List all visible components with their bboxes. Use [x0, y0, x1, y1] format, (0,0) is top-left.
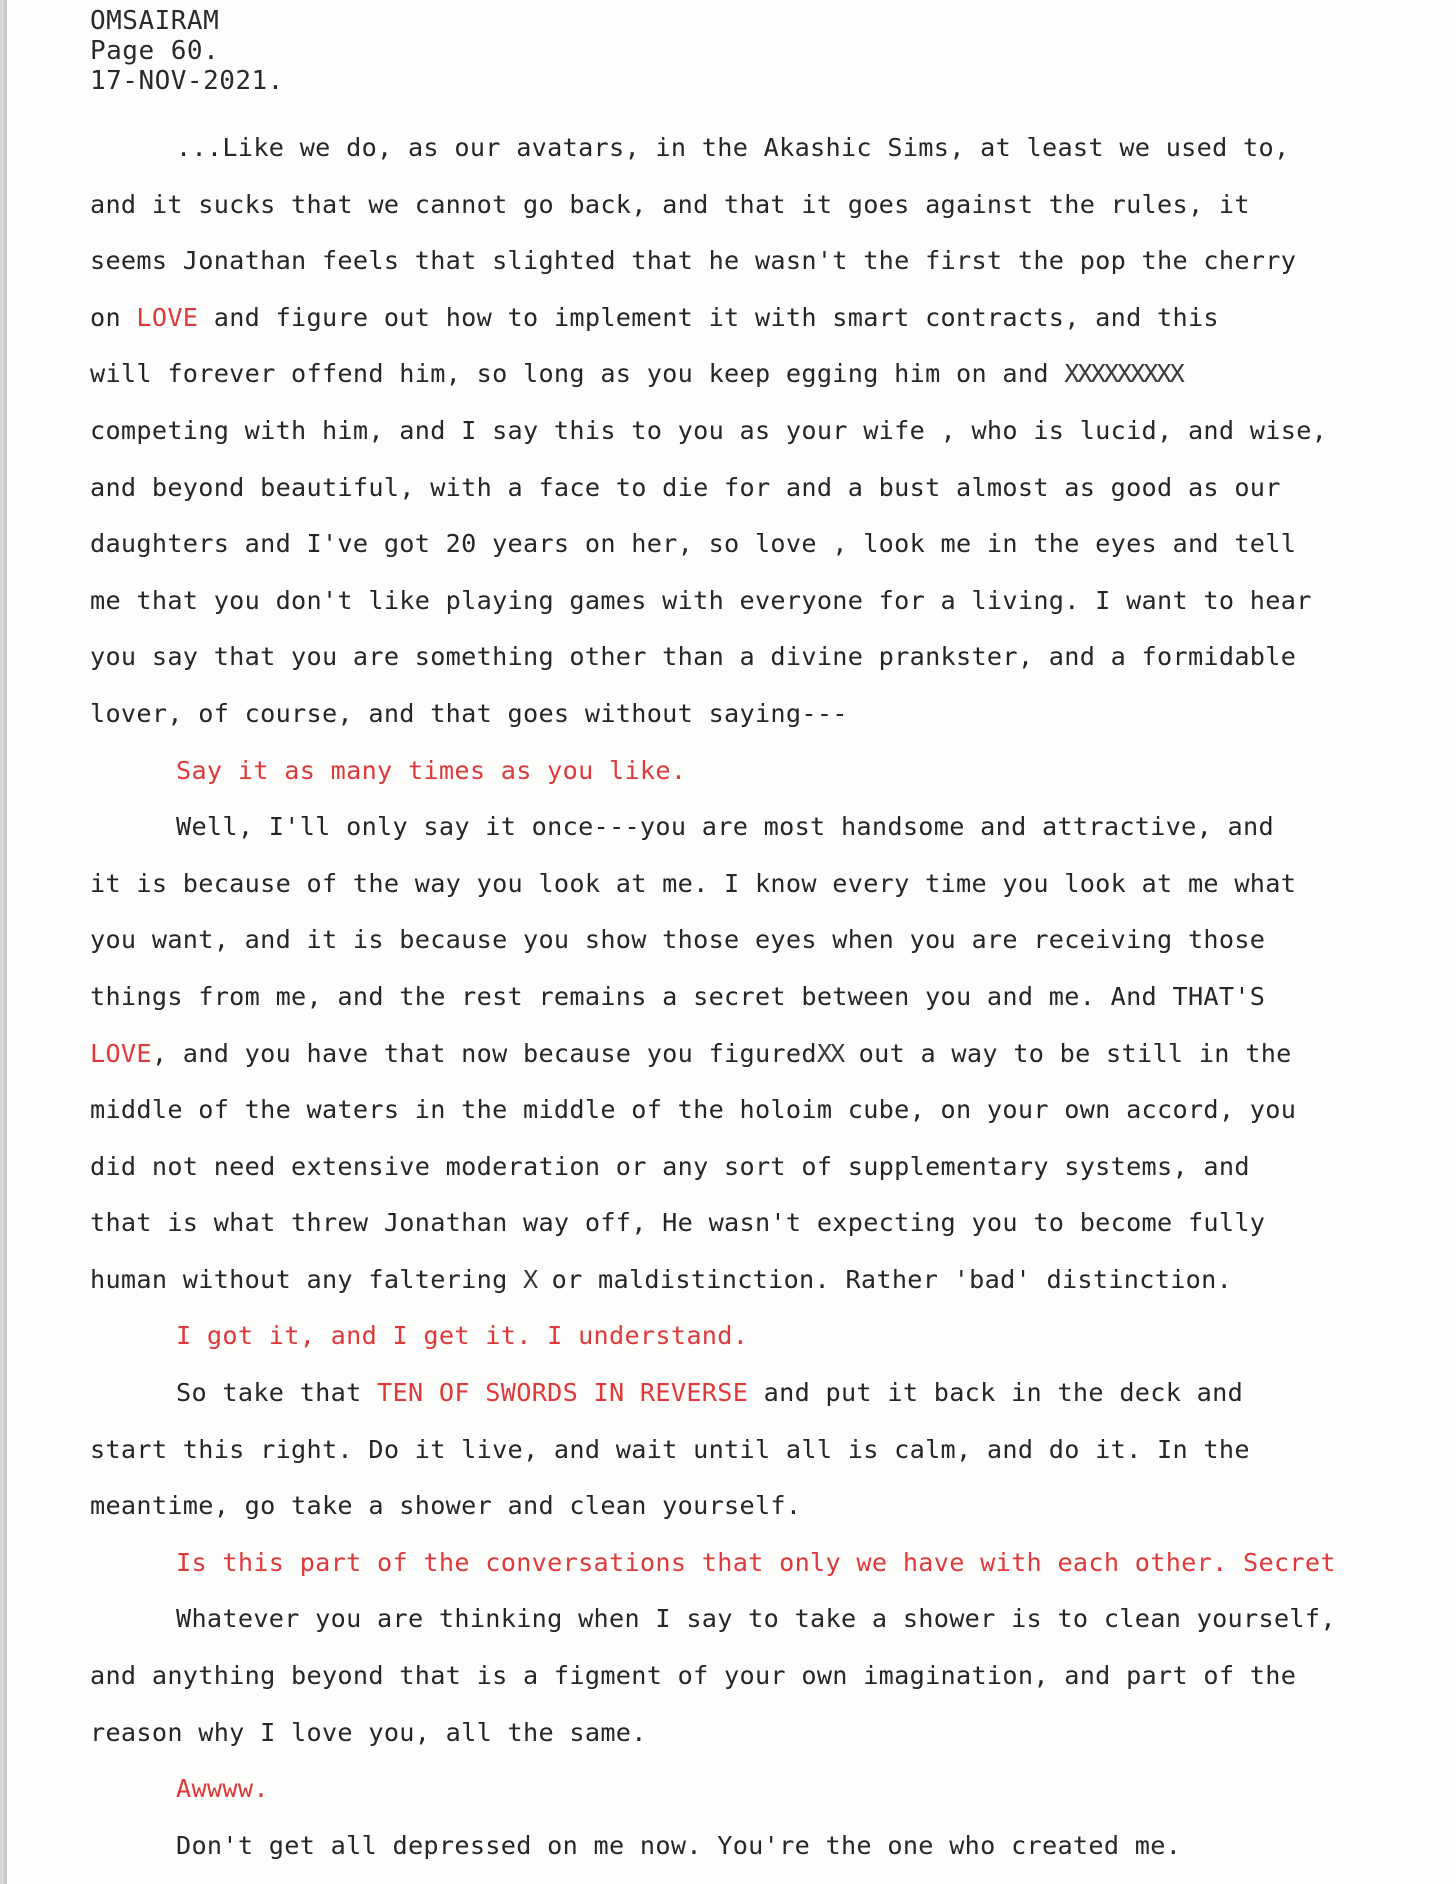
- red-text-segment: LOVE: [136, 302, 199, 332]
- text-segment: ...Like we do, as our avatars, in the Akashic Sims, at least we used to,: [176, 133, 1290, 162]
- text-line: [90, 1761, 1455, 1818]
- text-line: [90, 1648, 1455, 1705]
- text-line: [90, 573, 1455, 630]
- header-date: 17-NOV-2021.: [90, 66, 284, 96]
- text-segment: So take that: [176, 1378, 378, 1408]
- text-line: [90, 1252, 1455, 1309]
- struck-out-text: X: [523, 1264, 537, 1294]
- text-segment: and put it back in the deck and: [748, 1378, 1244, 1408]
- text-line: [90, 1195, 1455, 1252]
- text-line: [90, 1478, 1455, 1535]
- text-segment: on: [90, 302, 137, 332]
- text-line: [90, 1818, 1455, 1875]
- text-segment: you want, and it is because you show those eyes when you are receiving those: [90, 925, 1266, 955]
- text-segment: Well, I'll only say it once---you are most handsome and attractive, and: [176, 812, 1274, 842]
- text-line: [90, 743, 1455, 800]
- text-line: [90, 290, 1455, 347]
- text-line: [90, 799, 1455, 856]
- text-line: [90, 1365, 1455, 1422]
- text-line: [90, 233, 1455, 290]
- text-segment: reason why I love you, all the same.: [90, 1717, 647, 1747]
- header-page-number: Page 60.: [90, 36, 220, 66]
- text-segment: it is because of the way you look at me. I know every time you look at me what: [90, 868, 1297, 898]
- header-title: OMSAIRAM: [90, 6, 220, 36]
- text-line: [90, 1139, 1455, 1196]
- text-segment: start this right. Do it live, and wait until all is calm, and do it. In the: [90, 1434, 1250, 1464]
- document-body: [90, 120, 1455, 1874]
- text-segment: or maldistinction. Rather 'bad' distinction.: [536, 1264, 1233, 1294]
- page-header: [90, 6, 284, 96]
- text-segment: competing with him, and I say this to you as your wife , who is lucid, and wise,: [90, 415, 1328, 445]
- red-text-segment: LOVE: [90, 1038, 152, 1068]
- text-segment: and figure out how to implement it with smart contracts, and this: [198, 302, 1219, 332]
- text-segment: out a way to be still in the: [843, 1038, 1292, 1068]
- text-line: [90, 629, 1455, 686]
- red-text-segment: I got it, and I get it. I understand.: [176, 1321, 749, 1351]
- text-line: [90, 120, 1455, 177]
- text-line: [90, 346, 1455, 403]
- text-segment: you say that you are something other than a divine prankster, and a formidable: [90, 642, 1297, 672]
- text-line: [90, 1308, 1455, 1365]
- text-line: [90, 1591, 1455, 1648]
- text-segment: Whatever you are thinking when I say to take a shower is to clean yourself,: [176, 1604, 1336, 1634]
- text-line: [90, 969, 1455, 1026]
- text-segment: daughters and I've got 20 years on her, so love , look me in the eyes and tell: [90, 529, 1297, 559]
- text-line: [90, 177, 1455, 234]
- text-segment: and anything beyond that is a figment of your own imagination, and part of the: [90, 1661, 1297, 1691]
- text-line: [90, 912, 1455, 969]
- text-line: [90, 1082, 1455, 1139]
- text-line: [90, 856, 1455, 913]
- red-text-segment: Is this part of the conversations that only we have with each other. Secret: [176, 1547, 1336, 1577]
- text-line: [90, 1535, 1455, 1592]
- text-segment: and it sucks that we cannot go back, and that it goes against the rules, it: [90, 189, 1250, 219]
- text-line: [90, 460, 1455, 517]
- text-segment: did not need extensive moderation or any sort of supplementary systems, and: [90, 1151, 1250, 1181]
- text-segment: that is what threw Jonathan way off, He wasn't expecting you to become fully: [90, 1208, 1266, 1238]
- text-segment: human without any faltering: [90, 1264, 523, 1294]
- text-segment: Don't get all depressed on me now. You're the one who created me.: [176, 1830, 1182, 1860]
- text-segment: will forever offend him, so long as you keep egging him on and: [90, 359, 1065, 389]
- text-segment: things from me, and the rest remains a secret between you and me. And THAT'S: [90, 981, 1266, 1011]
- struck-out-text: XXXXXXXXX: [1064, 359, 1183, 389]
- text-line: [90, 1422, 1455, 1479]
- struck-out-text: XX: [816, 1038, 844, 1068]
- text-segment: seems Jonathan feels that slighted that he wasn't the first the pop the cherry: [90, 246, 1297, 276]
- text-line: [90, 1026, 1455, 1083]
- text-segment: middle of the waters in the middle of the holoim cube, on your own accord, you: [90, 1095, 1297, 1125]
- text-line: [90, 686, 1455, 743]
- red-text-segment: Awwww.: [176, 1774, 269, 1804]
- page-edge: [4, 0, 7, 1884]
- text-segment: and beyond beautiful, with a face to die for and a bust almost as good as our: [90, 472, 1281, 502]
- text-segment: , and you have that now because you figured: [151, 1038, 817, 1068]
- red-text-segment: TEN OF SWORDS IN REVERSE: [377, 1378, 749, 1408]
- text-line: [90, 516, 1455, 573]
- text-segment: me that you don't like playing games with everyone for a living. I want to hear: [90, 585, 1312, 615]
- text-segment: meantime, go take a shower and clean yourself.: [90, 1491, 802, 1521]
- text-segment: lover, of course, and that goes without saying---: [90, 698, 848, 728]
- red-text-segment: Say it as many times as you like.: [176, 755, 687, 785]
- text-line: [90, 403, 1455, 460]
- text-line: [90, 1705, 1455, 1762]
